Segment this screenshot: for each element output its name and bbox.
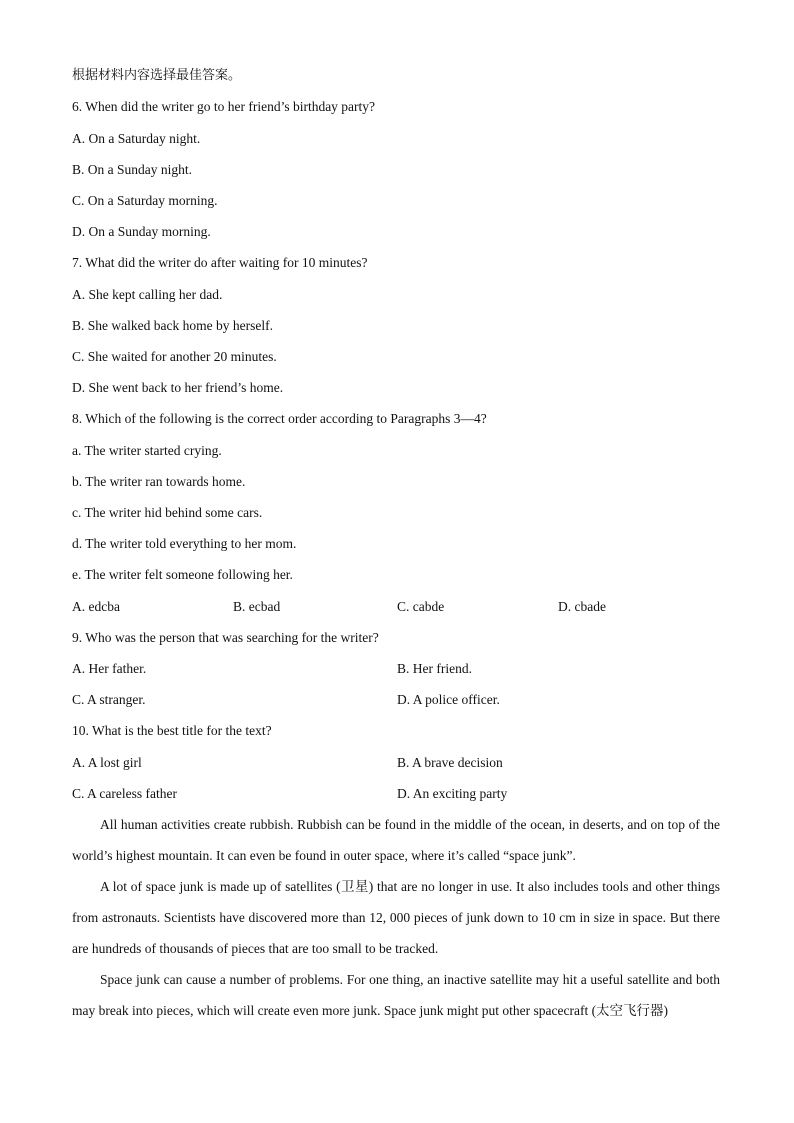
question-10-option-c: C. A careless father [72, 786, 177, 801]
question-8-stem: 8. Which of the following is the correct order according to Paragraphs 3—4? [72, 411, 487, 426]
question-9-stem: 9. Who was the person that was searching for the writer? [72, 630, 379, 645]
question-6-option-c: C. On a Saturday morning. [72, 193, 218, 208]
question-6-option-b: B. On a Sunday night. [72, 162, 192, 177]
passage-paragraph-2: A lot of space junk is made up of satellites (卫星) that are no longer in use. It also includes tools and other things from astronauts. Scientists have discovered more than 12, 000 pieces of junk down to 10 cm in size in space. But there are hundreds of thousands of pieces that are too small to be tracked. [72, 879, 720, 956]
question-8-event-c: c. The writer hid behind some cars. [72, 505, 263, 520]
question-6-option-d: D. On a Sunday morning. [72, 224, 211, 239]
question-8-event-a: a. The writer started crying. [72, 443, 222, 458]
question-8-option-d: D. cbade [558, 599, 606, 614]
question-7-stem: 7. What did the writer do after waiting for 10 minutes? [72, 255, 368, 270]
question-10-stem: 10. What is the best title for the text? [72, 723, 272, 738]
question-7-option-a: A. She kept calling her dad. [72, 287, 223, 302]
question-10-option-d: D. An exciting party [397, 786, 508, 801]
question-8-event-d: d. The writer told everything to her mom. [72, 536, 297, 551]
passage-paragraph-3: Space junk can cause a number of problems. For one thing, an inactive satellite may hit a useful satellite and both may break into pieces, which will create even more junk. Space junk might put other spacecraft (太空飞行器) [72, 972, 720, 1018]
question-9-option-d: D. A police officer. [397, 692, 500, 707]
question-8-event-e: e. The writer felt someone following her. [72, 567, 293, 582]
question-6-option-a: A. On a Saturday night. [72, 131, 201, 146]
question-8-event-b: b. The writer ran towards home. [72, 474, 246, 489]
question-7-option-c: C. She waited for another 20 minutes. [72, 349, 277, 364]
question-8-option-c: C. cabde [397, 599, 445, 614]
question-8-option-b: B. ecbad [233, 599, 281, 614]
question-6-stem: 6. When did the writer go to her friend’s birthday party? [72, 99, 376, 114]
question-7-option-b: B. She walked back home by herself. [72, 318, 273, 333]
question-9-option-a: A. Her father. [72, 661, 147, 676]
question-10-option-a: A. A lost girl [72, 755, 142, 770]
question-9-option-b: B. Her friend. [397, 661, 472, 676]
question-7-option-d: D. She went back to her friend’s home. [72, 380, 284, 395]
question-9-option-c: C. A stranger. [72, 692, 146, 707]
section-instruction: 根据材料内容选择最佳答案。 [72, 68, 242, 83]
question-10-option-b: B. A brave decision [397, 755, 503, 770]
question-8-option-a: A. edcba [72, 599, 120, 614]
passage-paragraph-1: All human activities create rubbish. Rubbish can be found in the middle of the ocean, in deserts, and on top of the world’s highest mountain. It can even be found in outer space, where it’s called “space junk”. [72, 817, 720, 863]
